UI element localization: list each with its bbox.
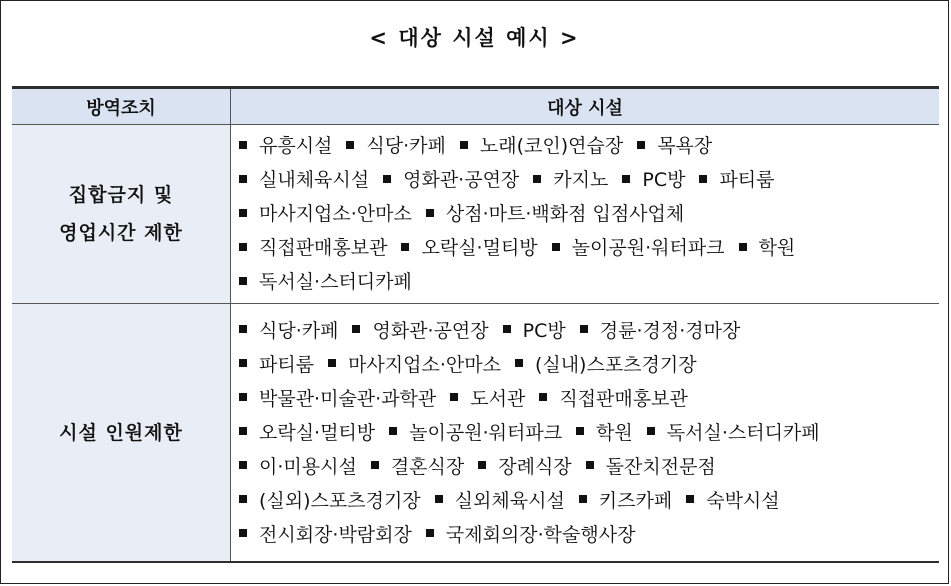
header-facilities: 대상 시설 — [231, 88, 940, 125]
facility-label: 유흥시설 — [259, 135, 333, 157]
facility-label: 학원 — [596, 421, 633, 444]
measure-line: 시설 인원제한 — [59, 421, 183, 444]
square-bullet-icon — [686, 495, 694, 503]
facility-item — [239, 416, 375, 450]
facility-label: 식당·카페 — [366, 135, 446, 157]
square-bullet-icon — [450, 393, 458, 401]
square-bullet-icon — [552, 243, 560, 251]
facility-item — [239, 265, 412, 299]
facility-item — [515, 348, 697, 382]
facility-label: 직접판매홍보관 — [559, 387, 688, 410]
facility-label: 국제회의장·학술행사장 — [445, 523, 636, 546]
facility-label: 독서실·스터디카페 — [259, 271, 412, 293]
facility-line — [239, 129, 939, 163]
square-bullet-icon — [239, 427, 247, 435]
facility-item — [239, 314, 338, 348]
facility-item — [533, 163, 608, 197]
square-bullet-icon — [239, 393, 247, 401]
facility-item — [539, 382, 687, 416]
square-bullet-icon — [239, 209, 247, 217]
facility-label: 상점·마트·백화점 입점사업체 — [445, 203, 685, 225]
facility-item — [239, 163, 369, 197]
square-bullet-icon — [346, 141, 354, 149]
facility-item — [389, 416, 562, 450]
facility-label: 파티룸 — [719, 169, 775, 191]
facilities-table — [12, 86, 939, 563]
facility-item — [478, 450, 571, 484]
facility-item — [579, 484, 672, 518]
facility-item — [699, 163, 774, 197]
facility-line — [239, 348, 939, 382]
facility-line — [239, 265, 939, 299]
square-bullet-icon — [503, 325, 511, 333]
facility-label: 숙박시설 — [706, 489, 780, 512]
square-bullet-icon — [401, 243, 409, 251]
facility-label: 실내체육시설 — [259, 169, 370, 191]
facility-label: 목욕장 — [657, 135, 713, 157]
facility-item — [401, 231, 537, 265]
facility-label: 키즈카페 — [598, 489, 673, 512]
square-bullet-icon — [239, 175, 247, 183]
square-bullet-icon — [383, 175, 391, 183]
facility-label: 전시회장·박람회장 — [259, 523, 412, 546]
facility-item — [739, 231, 796, 265]
table-row — [12, 125, 939, 304]
facility-label: PC방 — [642, 169, 686, 191]
facility-label: 경륜·경정·경마장 — [599, 319, 741, 342]
facility-item — [586, 450, 716, 484]
square-bullet-icon — [515, 359, 523, 367]
facility-label: (실내)스포츠경기장 — [534, 353, 697, 376]
measure-cell — [12, 125, 231, 304]
square-bullet-icon — [622, 175, 630, 183]
facility-item — [435, 484, 565, 518]
square-bullet-icon — [239, 461, 247, 469]
facility-label: 영화관·공연장 — [403, 169, 520, 191]
facility-label: 장례식장 — [498, 455, 572, 478]
facility-label: (실외)스포츠경기장 — [259, 489, 421, 512]
square-bullet-icon — [460, 141, 468, 149]
facility-item — [580, 314, 741, 348]
square-bullet-icon — [739, 243, 747, 251]
facility-line — [239, 382, 939, 416]
facility-item — [637, 129, 712, 163]
facility-line — [239, 163, 939, 197]
facility-line — [239, 450, 939, 484]
facility-label: 놀이공원·워터파크 — [571, 237, 725, 259]
facility-item — [622, 163, 685, 197]
facility-label: 돌잔치전문점 — [605, 455, 716, 478]
facility-item — [239, 197, 412, 231]
facility-line — [239, 416, 939, 450]
square-bullet-icon — [239, 243, 247, 251]
table-header-row — [12, 88, 939, 125]
facility-label: 노래(코인)연습장 — [479, 135, 624, 157]
facility-label: 직접판매홍보관 — [259, 237, 388, 259]
facility-item — [352, 314, 488, 348]
square-bullet-icon — [239, 141, 247, 149]
square-bullet-icon — [426, 529, 434, 537]
square-bullet-icon — [539, 393, 547, 401]
facility-label: 실외체육시설 — [454, 489, 565, 512]
square-bullet-icon — [647, 427, 655, 435]
facility-item — [460, 129, 623, 163]
measure-line: 집합금지 및 — [68, 184, 174, 206]
facility-item — [426, 518, 636, 552]
facility-label: 도서관 — [470, 387, 526, 410]
square-bullet-icon — [637, 141, 645, 149]
facility-item — [383, 163, 519, 197]
facility-item — [450, 382, 525, 416]
page-title: < 대상 시설 예시 > — [369, 26, 580, 50]
facility-item — [239, 231, 387, 265]
header-measure: 방역조치 — [12, 88, 231, 125]
square-bullet-icon — [239, 325, 247, 333]
square-bullet-icon — [533, 175, 541, 183]
square-bullet-icon — [586, 461, 594, 469]
facility-item — [647, 416, 820, 450]
square-bullet-icon — [239, 277, 247, 285]
facility-label: 오락실·멀티방 — [421, 237, 538, 259]
square-bullet-icon — [352, 325, 360, 333]
facility-line — [239, 314, 939, 348]
facility-item — [239, 484, 421, 518]
square-bullet-icon — [580, 325, 588, 333]
facility-label: 영화관·공연장 — [372, 319, 489, 342]
facility-item — [328, 348, 501, 382]
facility-item — [686, 484, 779, 518]
facility-item — [239, 129, 332, 163]
facility-item — [239, 450, 357, 484]
measure-cell — [12, 304, 231, 563]
facility-label: 박물관·미술관·과학관 — [259, 387, 437, 410]
facility-item — [576, 416, 633, 450]
square-bullet-icon — [239, 529, 247, 537]
facility-label: 오락실·멀티방 — [259, 421, 376, 444]
square-bullet-icon — [328, 359, 336, 367]
facility-item — [239, 348, 314, 382]
facility-label: 마사지업소·안마소 — [348, 353, 501, 376]
square-bullet-icon — [239, 359, 247, 367]
square-bullet-icon — [576, 427, 584, 435]
measure-line: 영업시간 제한 — [59, 222, 183, 244]
facility-item — [371, 450, 464, 484]
facility-item — [346, 129, 445, 163]
square-bullet-icon — [435, 495, 443, 503]
facility-label: 결혼식장 — [390, 455, 465, 478]
square-bullet-icon — [371, 461, 379, 469]
facility-item — [503, 314, 566, 348]
square-bullet-icon — [239, 495, 247, 503]
facility-label: 마사지업소·안마소 — [259, 203, 412, 225]
table-row — [12, 304, 939, 563]
facility-label: PC방 — [522, 319, 566, 342]
facility-line — [239, 197, 939, 231]
facility-label: 놀이공원·워터파크 — [409, 421, 563, 444]
square-bullet-icon — [699, 175, 707, 183]
facility-label: 파티룸 — [259, 353, 315, 376]
square-bullet-icon — [389, 427, 397, 435]
facility-line — [239, 484, 939, 518]
facility-item — [552, 231, 725, 265]
facility-line — [239, 231, 939, 265]
facilities-cell — [231, 125, 940, 304]
facility-item — [239, 382, 436, 416]
facility-label: 이·미용시설 — [259, 455, 357, 478]
square-bullet-icon — [478, 461, 486, 469]
facility-line — [239, 518, 939, 552]
facility-label: 학원 — [758, 237, 796, 259]
facility-item — [426, 197, 684, 231]
square-bullet-icon — [426, 209, 434, 217]
facility-item — [239, 518, 412, 552]
square-bullet-icon — [579, 495, 587, 503]
facility-label: 카지노 — [553, 169, 609, 191]
facility-label: 식당·카페 — [259, 319, 339, 342]
facility-label: 독서실·스터디카페 — [666, 421, 820, 444]
facilities-cell — [231, 304, 940, 563]
